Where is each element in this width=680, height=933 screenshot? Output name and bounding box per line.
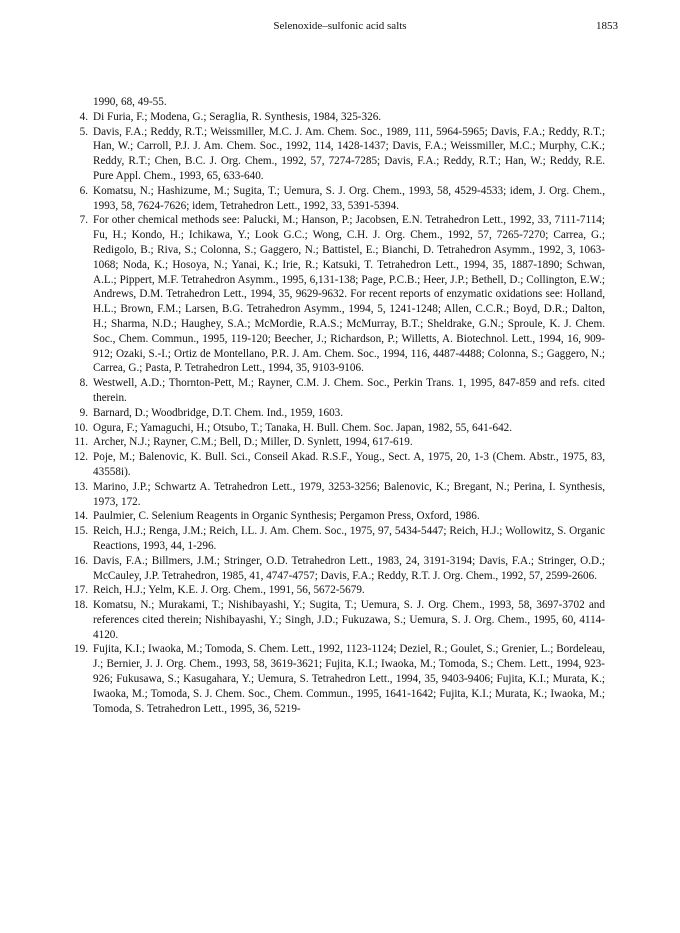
reference-text: Komatsu, N.; Hashizume, M.; Sugita, T.; Uemura, S. J. Org. Chem., 1993, 58, 4529-4533; idem, J. Org. Chem., 1993, 58, 7624-7626; idem, Tetrahedron Lett., 1992, 33, 5391-5394. xyxy=(93,184,605,212)
reference-text: Ogura, F.; Yamaguchi, H.; Otsubo, T.; Tanaka, H. Bull. Chem. Soc. Japan, 1982, 55, 641-642. xyxy=(93,421,513,434)
reference-number: 9. xyxy=(79,406,88,419)
reference-text: Fujita, K.I.; Iwaoka, M.; Tomoda, S. Chem. Lett., 1992, 1123-1124; Deziel, R.; Goulet, S.; Grenier, L.; Bordeleau, J.; Bernier, J. J. Org. Chem., 1993, 58, 3619-3621; Fujita, K.I.; Iwaoka, M.; Tomoda, S.; Chem. Lett., 1994, 923-926; Fukusawa, S.; Kasugahara, Y.; Uemura, S. Tetrahedron Lett., 1994, 35, 9403-9406; Fujita, K.I.; Murata, K.; Iwaoka, M.; Tomoda, S. J. Chem. Soc., Chem. Commun., 1995, 1641-1642; Fujita, K.I.; Murata, K.; Iwaoka, M.; Tomoda, S. Tetrahedron Lett., 1995, 36, 5219- xyxy=(93,643,605,715)
reference-text: Paulmier, C. Selenium Reagents in Organic Synthesis; Pergamon Press, Oxford, 1986. xyxy=(93,510,480,523)
page-number: 1853 xyxy=(596,20,618,32)
running-header xyxy=(0,20,680,36)
reference-text: Reich, H.J.; Yelm, K.E. J. Org. Chem., 1991, 56, 5672-5679. xyxy=(93,584,365,597)
reference-number: 17. xyxy=(74,584,88,597)
reference-number: 5. xyxy=(79,125,88,138)
reference-item xyxy=(74,524,605,554)
reference-text: 1990, 68, 49-55. xyxy=(93,96,167,108)
reference-item xyxy=(80,213,605,376)
reference-text: Di Furia, F.; Modena, G.; Seraglia, R. Synthesis, 1984, 325-326. xyxy=(93,110,382,123)
reference-text: Marino, J.P.; Schwartz A. Tetrahedron Lett., 1979, 3253-3256; Balenovic, K.; Bregant, N.; Perina, I. Synthesis, 1973, 172. xyxy=(93,480,605,508)
reference-item xyxy=(74,435,605,450)
reference-item xyxy=(80,125,605,184)
reference-item xyxy=(74,421,605,436)
reference-item xyxy=(80,376,605,406)
reference-item xyxy=(80,184,605,214)
reference-text: For other chemical methods see: Palucki, M.; Hanson, P.; Jacobsen, E.N. Tetrahedron Lett., 1992, 33, 7111-7114; Fu, H.; Kondo, H.; Ichikawa, Y.; Look G.C.; Wong, C.H. J. Org. Chem., 1992, 57, 7265-7270; Carrea, G.; Redigolo, B.; Riva, S.; Colonna, S.; Gaggero, N.; Battistel, E.; Bianchi, D. Tetrahedron Asymm., 1992, 3, 1063-1068; Noda, K.; Hosoya, N.; Yanai, K.; Irie, R.; Katsuki, T. Tetrahedron Lett., 1994, 35, 1887-1890; Schwan, A.L.; Pippert, M.F. Tetrahedron Asymm., 1995, 6,131-138; Page, P.C.B.; Heer, J.P.; Bethell, D.; Collington, E.W.; Andrews, D.M. Tetrahedron Lett., 1994, 35, 9629-9632. For recent reports of enzymatic oxidations see: Holland, H.L.; Brown, F.M.; Larsen, B.G. Tetrahedron Asymm., 1994, 5, 1241-1248; Allen, C.C.R.; Boyd, D.R.; Dalton, H.; Sharma, N.D.; Haughey, S.A.; McMordie, R.A.S.; McMurray, B.T.; Sheldrake, G.N.; Sproule, K. J. Chem. Soc., Chem. Commun., 1995, 119-120; Beecher, J.; Richardson, P.; Willetts, A. Biotechnol. Lett., 1994, 16, 909-912; Ozaki, S.-I.; Ortiz de Montellano, P.R. J. Am. Chem. Soc., 1994, 116, 4487-4488; Colonna, S.; Gaggero, N.; Carrea, G.; Pasta, P. Tetrahedron Lett., 1994, 35, 9103-9106. xyxy=(93,214,605,375)
reference-item xyxy=(74,554,605,584)
reference-item xyxy=(74,642,605,716)
reference-number: 16. xyxy=(74,554,88,567)
reference-item xyxy=(80,110,605,125)
reference-text: Westwell, A.D.; Thornton-Pett, M.; Rayner, C.M. J. Chem. Soc., Perkin Trans. 1, 1995, 847-859 and refs. cited therein. xyxy=(93,377,605,404)
reference-number: 12. xyxy=(74,451,88,464)
reference-item xyxy=(74,583,605,598)
reference-number: 8. xyxy=(79,377,88,390)
reference-number: 13. xyxy=(74,480,88,493)
reference-text: Komatsu, N.; Murakami, T.; Nishibayashi, Y.; Sugita, T.; Uemura, S. J. Org. Chem., 1993, 58, 3697-3702 and references cited therein; Nishibayashi, Y.; Singh, J.D.; Fukuzawa, S.; Uemura, S. J. Org. Chem., 1995, 60, 4114-4120. xyxy=(93,599,605,641)
reference-text: Archer, N.J.; Rayner, C.M.; Bell, D.; Miller, D. Synlett, 1994, 617-619. xyxy=(93,436,413,449)
reference-item xyxy=(74,598,605,642)
reference-text: Reich, H.J.; Renga, J.M.; Reich, I.L. J. Am. Chem. Soc., 1975, 97, 5434-5447; Reich, H.J.; Wollowitz, S. Organic Reactions, 1993, 44, 1-296. xyxy=(93,525,605,552)
reference-text: Davis, F.A.; Billmers, J.M.; Stringer, O.D. Tetrahedron Lett., 1983, 24, 3191-3194; Davis, F.A.; Stringer, O.D.; McCauley, J.P. Tetrahedron, 1985, 41, 4747-4757; Davis, F.A.; Reddy, R.T. J. Org. Chem., 1992, 57, 2599-2606. xyxy=(93,554,605,582)
reference-number: 14. xyxy=(74,510,88,523)
reference-number: 15. xyxy=(74,525,88,538)
reference-number: 10. xyxy=(74,421,88,434)
reference-number: 19. xyxy=(74,643,88,656)
running-title: Selenoxide–sulfonic acid salts xyxy=(273,20,407,32)
reference-text: Poje, M.; Balenovic, K. Bull. Sci., Conseil Akad. R.S.F., Youg., Sect. A, 1975, 20, 1-3 (Chem. Abstr., 1975, 83, 43558i). xyxy=(93,451,605,478)
reference-number: 4. xyxy=(79,110,88,123)
reference-item xyxy=(74,509,605,524)
reference-item xyxy=(74,450,605,480)
reference-text: Davis, F.A.; Reddy, R.T.; Weissmiller, M.C. J. Am. Chem. Soc., 1989, 111, 5964-5965; Davis, F.A.; Reddy, R.T.; Han, W.; Carroll, P.J. J. Am. Chem. Soc., 1992, 114, 1428-1437; Davis, F.A.; Weissmiller, M.C.; Murphy, C.K.; Reddy, R.T.; Chen, B.C. J. Org. Chem., 1992, 57, 7274-7285; Davis, F.A.; Reddy, R.T.; Han, W.; Reddy, R.E. Pure Appl. Chem., 1993, 65, 633-640. xyxy=(93,125,605,182)
reference-number: 6. xyxy=(79,184,88,197)
reference-item xyxy=(80,95,605,110)
reference-number: 11. xyxy=(74,436,88,449)
reference-number: 7. xyxy=(79,214,88,227)
reference-number: 18. xyxy=(74,599,88,612)
reference-list xyxy=(74,95,605,716)
reference-text: Barnard, D.; Woodbridge, D.T. Chem. Ind., 1959, 1603. xyxy=(93,406,344,419)
reference-item xyxy=(74,480,605,510)
reference-item xyxy=(80,406,605,421)
